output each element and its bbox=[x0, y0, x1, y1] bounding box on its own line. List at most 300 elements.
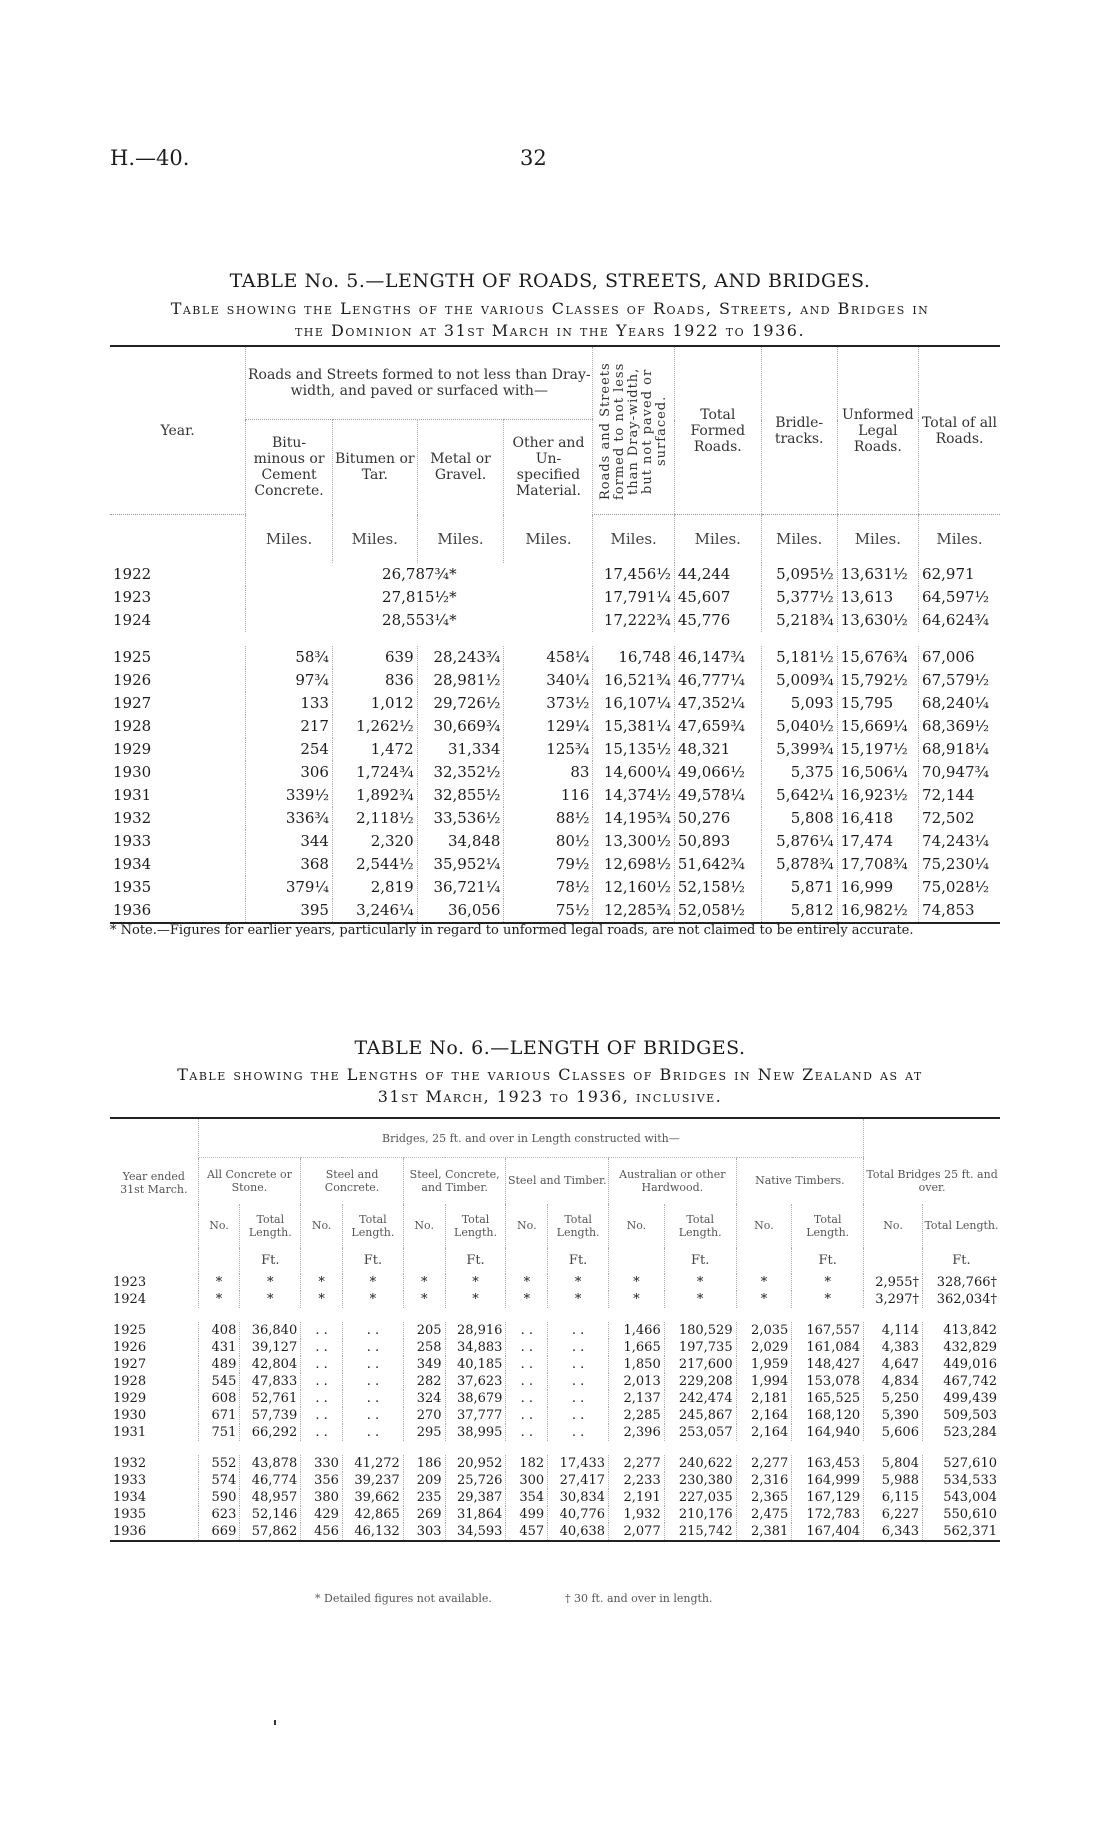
table-cell: 133 bbox=[246, 692, 333, 715]
table-cell: * bbox=[198, 1291, 240, 1308]
table-cell: * bbox=[301, 1274, 343, 1291]
table-row bbox=[110, 738, 1000, 761]
table-cell: 50,893 bbox=[674, 830, 761, 853]
table-cell: 5,377½ bbox=[761, 586, 837, 609]
table-cell: 148,427 bbox=[792, 1356, 864, 1373]
unit-label: Miles. bbox=[837, 515, 918, 563]
table-cell: Ft. bbox=[240, 1248, 301, 1274]
table-cell: 32,855½ bbox=[417, 784, 504, 807]
table-cell: 282 bbox=[403, 1373, 445, 1390]
table-row bbox=[110, 761, 1000, 784]
table-cell: 43,878 bbox=[240, 1455, 301, 1472]
table-cell: 15,676¾ bbox=[837, 646, 918, 669]
table-cell: Ft. bbox=[664, 1248, 736, 1274]
header-hardwood: Australian or other Hardwood. bbox=[609, 1158, 737, 1204]
unit-label: Miles. bbox=[246, 515, 333, 563]
header-metal-gravel: Metal or Gravel. bbox=[417, 420, 504, 515]
table-cell: 2,233 bbox=[609, 1472, 665, 1489]
table-cell: 17,433 bbox=[548, 1455, 609, 1472]
table-cell: 1932 bbox=[113, 1455, 147, 1471]
table-cell: 215,742 bbox=[664, 1523, 736, 1541]
table-cell: 165,525 bbox=[792, 1390, 864, 1407]
table-cell: 50,276 bbox=[674, 807, 761, 830]
table-cell bbox=[864, 1441, 923, 1455]
table-cell bbox=[301, 1308, 343, 1322]
table-cell: 1,665 bbox=[609, 1339, 665, 1356]
table-cell: 28,916 bbox=[445, 1322, 506, 1339]
table-cell: . . bbox=[548, 1424, 609, 1441]
table-cell: 42,804 bbox=[240, 1356, 301, 1373]
table-cell: 1931 bbox=[113, 786, 152, 804]
table-row bbox=[110, 899, 1000, 923]
header-unformed: Unformed Legal Roads. bbox=[837, 346, 918, 515]
table-cell: 20,952 bbox=[445, 1455, 506, 1472]
table-row bbox=[110, 715, 1000, 738]
table-row bbox=[110, 692, 1000, 715]
header-number: No. bbox=[506, 1204, 548, 1248]
table-cell: Ft. bbox=[922, 1248, 1000, 1274]
table-cell: 25,726 bbox=[445, 1472, 506, 1489]
table-cell: 254 bbox=[246, 738, 333, 761]
table-cell bbox=[864, 1308, 923, 1322]
table5-footnote: * Note.—Figures for earlier years, particularly in regard to unformed legal roads, are not claimed to be entirely accurate. bbox=[110, 923, 914, 938]
table-cell: * bbox=[548, 1274, 609, 1291]
table-cell: 5,812 bbox=[761, 899, 837, 923]
document-reference: H.—40. bbox=[110, 146, 190, 170]
table-cell: 17,791¼ bbox=[593, 586, 674, 609]
table6-title: TABLE No. 6.—LENGTH OF BRIDGES. bbox=[354, 1037, 746, 1059]
table-row bbox=[110, 807, 1000, 830]
table-cell: 74,243¼ bbox=[919, 830, 1000, 853]
table-cell: 2,320 bbox=[332, 830, 417, 853]
table6-subtitle-line2: 31st March, 1923 to 1936, inclusive. bbox=[377, 1087, 723, 1106]
table-cell: 1931 bbox=[113, 1424, 147, 1440]
table-cell bbox=[736, 1441, 792, 1455]
table-cell: 2,475 bbox=[736, 1506, 792, 1523]
table-cell: . . bbox=[506, 1356, 548, 1373]
table-cell: 57,862 bbox=[240, 1523, 301, 1541]
table-cell bbox=[506, 1308, 548, 1322]
header-bridle-tracks: Bridle-tracks. bbox=[761, 346, 837, 515]
table-cell: 499,439 bbox=[922, 1390, 1000, 1407]
table-cell: 240,622 bbox=[664, 1455, 736, 1472]
table-cell: 1,892¾ bbox=[332, 784, 417, 807]
table-cell: 1936 bbox=[110, 899, 246, 923]
table-cell: 2,013 bbox=[609, 1373, 665, 1390]
header-total-length: Total Length. bbox=[445, 1204, 506, 1248]
table-cell: 242,474 bbox=[664, 1390, 736, 1407]
table-cell: 28,243¾ bbox=[417, 646, 504, 669]
table-cell: 1925 bbox=[113, 1322, 147, 1338]
table-cell: 15,197½ bbox=[837, 738, 918, 761]
table-cell: 15,795 bbox=[837, 692, 918, 715]
table5-subtitle bbox=[110, 298, 990, 342]
table-cell: 1923 bbox=[113, 1274, 147, 1290]
table-cell: 38,995 bbox=[445, 1424, 506, 1441]
header-number: No. bbox=[609, 1204, 665, 1248]
table-cell: 1933 bbox=[113, 1472, 147, 1488]
table-cell: 527,610 bbox=[922, 1455, 1000, 1472]
header-total-length: Total Length. bbox=[792, 1204, 864, 1248]
table-cell: 5,009¾ bbox=[761, 669, 837, 692]
table-cell: 14,195¾ bbox=[593, 807, 674, 830]
table-cell: 17,474 bbox=[837, 830, 918, 853]
table-cell: 39,662 bbox=[342, 1489, 403, 1506]
table5-subtitle-line1: Table showing the Lengths of the various Classes of Roads, Streets, and Bridges in bbox=[170, 299, 930, 318]
table-cell: 46,774 bbox=[240, 1472, 301, 1489]
header-number: No. bbox=[198, 1204, 240, 1248]
footnote-star: * Detailed figures not available. bbox=[315, 1592, 492, 1605]
table-cell: 75,230¼ bbox=[919, 853, 1000, 876]
table-cell: * bbox=[792, 1291, 864, 1308]
footnote-dagger: † 30 ft. and over in length. bbox=[565, 1592, 713, 1605]
table-cell bbox=[403, 1248, 445, 1274]
table-cell: 6,343 bbox=[864, 1523, 923, 1541]
table-cell bbox=[342, 1441, 403, 1455]
table-cell: 83 bbox=[504, 761, 593, 784]
table-cell: 42,865 bbox=[342, 1506, 403, 1523]
table-cell: 197,735 bbox=[664, 1339, 736, 1356]
table-cell: 751 bbox=[198, 1424, 240, 1441]
table-cell: 12,160½ bbox=[593, 876, 674, 899]
table-cell bbox=[110, 1248, 198, 1274]
table-row bbox=[110, 1339, 1000, 1356]
table-cell: 13,300½ bbox=[593, 830, 674, 853]
table-cell: 70,947¾ bbox=[919, 761, 1000, 784]
table-cell: 12,285¾ bbox=[593, 899, 674, 923]
table-cell: 1936 bbox=[110, 1523, 198, 1541]
table-cell: 2,277 bbox=[736, 1455, 792, 1472]
table-cell: 5,876¼ bbox=[761, 830, 837, 853]
table-cell: 47,352¼ bbox=[674, 692, 761, 715]
table-cell: 380 bbox=[301, 1489, 343, 1506]
table-cell: 27,417 bbox=[548, 1472, 609, 1489]
table-row bbox=[110, 586, 1000, 609]
table-cell: . . bbox=[342, 1322, 403, 1339]
table-cell: 5,871 bbox=[761, 876, 837, 899]
table-cell: 15,792½ bbox=[837, 669, 918, 692]
table-cell: 1927 bbox=[113, 1356, 147, 1372]
table-cell: 456 bbox=[301, 1523, 343, 1541]
table-cell: 41,272 bbox=[342, 1455, 403, 1472]
table-row bbox=[110, 1489, 1000, 1506]
table-cell: 340¼ bbox=[504, 669, 593, 692]
table-cell: 97¾ bbox=[246, 669, 333, 692]
table-cell: 72,144 bbox=[919, 784, 1000, 807]
table-cell: 16,107¼ bbox=[593, 692, 674, 715]
table-cell: 1925 bbox=[113, 648, 152, 666]
table-cell: 17,456½ bbox=[593, 563, 674, 586]
table-cell: 2,118½ bbox=[332, 807, 417, 830]
table-cell: * bbox=[792, 1274, 864, 1291]
table-cell: 172,783 bbox=[792, 1506, 864, 1523]
table-cell bbox=[198, 1308, 240, 1322]
table-cell: 37,777 bbox=[445, 1407, 506, 1424]
table-cell: 17,708¾ bbox=[837, 853, 918, 876]
table-cell: 36,056 bbox=[417, 899, 504, 923]
table-cell: 167,557 bbox=[792, 1322, 864, 1339]
table-cell: 16,506¼ bbox=[837, 761, 918, 784]
table-cell bbox=[609, 1308, 665, 1322]
table-cell: 29,726½ bbox=[417, 692, 504, 715]
table-cell: 180,529 bbox=[664, 1322, 736, 1339]
header-native-timbers: Native Timbers. bbox=[736, 1158, 864, 1204]
table-cell: 67,006 bbox=[919, 646, 1000, 669]
table-cell: * bbox=[664, 1274, 736, 1291]
table-cell: 168,120 bbox=[792, 1407, 864, 1424]
table-cell: 2,029 bbox=[736, 1339, 792, 1356]
table-cell: 2,277 bbox=[609, 1455, 665, 1472]
table-cell: 5,606 bbox=[864, 1424, 923, 1441]
table-cell: 182 bbox=[506, 1455, 548, 1472]
table-cell: 639 bbox=[332, 646, 417, 669]
table-cell bbox=[403, 1308, 445, 1322]
table-cell: 328,766† bbox=[922, 1274, 1000, 1291]
table-cell: 4,114 bbox=[864, 1322, 923, 1339]
table-cell: 31,864 bbox=[445, 1506, 506, 1523]
table-cell bbox=[403, 1441, 445, 1455]
header-total-length: Total Length. bbox=[342, 1204, 403, 1248]
header-total-all: Total of all Roads. bbox=[919, 346, 1000, 515]
table-cell: 46,777¼ bbox=[674, 669, 761, 692]
table-cell: * bbox=[198, 1274, 240, 1291]
table-cell: . . bbox=[301, 1339, 343, 1356]
table-row bbox=[110, 830, 1000, 853]
table-cell: 34,593 bbox=[445, 1523, 506, 1541]
table-cell: 1,262½ bbox=[332, 715, 417, 738]
table-cell: 66,292 bbox=[240, 1424, 301, 1441]
table-cell: 2,164 bbox=[736, 1424, 792, 1441]
table-cell bbox=[593, 632, 674, 646]
header-total-bridges: Total Bridges 25 ft. and over. bbox=[864, 1158, 1000, 1204]
header-number: No. bbox=[864, 1204, 923, 1248]
table-cell: 49,066½ bbox=[674, 761, 761, 784]
table-cell: 245,867 bbox=[664, 1407, 736, 1424]
table-cell: 5,804 bbox=[864, 1455, 923, 1472]
table-cell: 336¾ bbox=[246, 807, 333, 830]
header-year-ended: Year ended 31st March. bbox=[120, 1170, 188, 1197]
header-total-formed: Total Formed Roads. bbox=[674, 346, 761, 515]
table-cell: 413,842 bbox=[922, 1322, 1000, 1339]
table-cell: 395 bbox=[246, 899, 333, 923]
table-cell: . . bbox=[506, 1424, 548, 1441]
table-cell: 40,638 bbox=[548, 1523, 609, 1541]
table-cell bbox=[792, 1441, 864, 1455]
table-cell: . . bbox=[301, 1356, 343, 1373]
table-cell bbox=[761, 632, 837, 646]
table-cell: 295 bbox=[403, 1424, 445, 1441]
table-cell: 38,679 bbox=[445, 1390, 506, 1407]
table-cell: . . bbox=[548, 1373, 609, 1390]
table-cell: . . bbox=[301, 1407, 343, 1424]
table-cell: * bbox=[664, 1291, 736, 1308]
table-cell: . . bbox=[506, 1390, 548, 1407]
table-cell: 36,840 bbox=[240, 1322, 301, 1339]
table-cell: 40,776 bbox=[548, 1506, 609, 1523]
table-cell: 64,624¾ bbox=[919, 609, 1000, 632]
table-cell: 3,246¼ bbox=[332, 899, 417, 923]
table-cell: 1934 bbox=[113, 1489, 147, 1505]
header-steel-timber: Steel and Timber. bbox=[506, 1158, 609, 1204]
table-cell: 129¼ bbox=[504, 715, 593, 738]
table-cell: . . bbox=[548, 1339, 609, 1356]
table-cell: 30,834 bbox=[548, 1489, 609, 1506]
table-cell: 6,227 bbox=[864, 1506, 923, 1523]
table-cell: 44,244 bbox=[674, 563, 761, 586]
table-cell: 467,742 bbox=[922, 1373, 1000, 1390]
units-row bbox=[110, 1248, 1000, 1274]
table-cell: 15,669¼ bbox=[837, 715, 918, 738]
table-cell: 16,923½ bbox=[837, 784, 918, 807]
header-number: No. bbox=[301, 1204, 343, 1248]
table-cell bbox=[736, 1308, 792, 1322]
table-cell bbox=[674, 632, 761, 646]
table-cell bbox=[417, 632, 504, 646]
table-cell: . . bbox=[301, 1373, 343, 1390]
table-cell: 2,365 bbox=[736, 1489, 792, 1506]
table-row bbox=[110, 1356, 1000, 1373]
table-row bbox=[110, 1390, 1000, 1407]
row-gap bbox=[110, 632, 1000, 646]
table-cell: 1,466 bbox=[609, 1322, 665, 1339]
table-cell: * bbox=[445, 1274, 506, 1291]
table-row bbox=[110, 876, 1000, 899]
table-cell: Ft. bbox=[548, 1248, 609, 1274]
table-cell: 45,776 bbox=[674, 609, 761, 632]
table-cell: 4,834 bbox=[864, 1373, 923, 1390]
table-cell: 28,553¼* bbox=[246, 609, 593, 632]
table-cell: 5,095½ bbox=[761, 563, 837, 586]
table-cell: 523,284 bbox=[922, 1424, 1000, 1441]
table-cell: 72,502 bbox=[919, 807, 1000, 830]
table-cell: 6,115 bbox=[864, 1489, 923, 1506]
table-cell: * bbox=[403, 1274, 445, 1291]
row-gap bbox=[110, 1308, 1000, 1322]
table-cell: 40,185 bbox=[445, 1356, 506, 1373]
table-cell: 5,250 bbox=[864, 1390, 923, 1407]
table-row bbox=[110, 1424, 1000, 1441]
table-cell: 5,218¾ bbox=[761, 609, 837, 632]
table-cell: 1930 bbox=[113, 1407, 147, 1423]
table-cell: 57,739 bbox=[240, 1407, 301, 1424]
table-cell: 78½ bbox=[504, 876, 593, 899]
table-cell: 5,988 bbox=[864, 1472, 923, 1489]
header-not-paved: Roads and Streets formed to not less than Dray-width, but not paved or surfaced. bbox=[593, 346, 674, 515]
table-cell: . . bbox=[548, 1322, 609, 1339]
table-cell: 210,176 bbox=[664, 1506, 736, 1523]
table-row bbox=[110, 1506, 1000, 1523]
table-cell: 1933 bbox=[113, 832, 152, 850]
table-cell: 52,158½ bbox=[674, 876, 761, 899]
table-cell: 88½ bbox=[504, 807, 593, 830]
table-cell: 48,957 bbox=[240, 1489, 301, 1506]
table-cell: 1,012 bbox=[332, 692, 417, 715]
table-cell bbox=[301, 1441, 343, 1455]
table-cell: 186 bbox=[403, 1455, 445, 1472]
table-cell: 1928 bbox=[113, 717, 152, 735]
table-cell: 2,381 bbox=[736, 1523, 792, 1541]
table-cell: 1,932 bbox=[609, 1506, 665, 1523]
page-number: 32 bbox=[520, 146, 547, 170]
table-cell: . . bbox=[301, 1322, 343, 1339]
table-cell: 163,453 bbox=[792, 1455, 864, 1472]
table-cell: 209 bbox=[403, 1472, 445, 1489]
table-cell: 14,600¼ bbox=[593, 761, 674, 784]
table-cell: . . bbox=[548, 1407, 609, 1424]
table-cell bbox=[246, 632, 333, 646]
table-cell: 1,724¾ bbox=[332, 761, 417, 784]
table-cell: * bbox=[736, 1274, 792, 1291]
table-cell bbox=[110, 1308, 198, 1322]
table-cell: 339½ bbox=[246, 784, 333, 807]
table-cell: * bbox=[403, 1291, 445, 1308]
table-cell bbox=[609, 1248, 665, 1274]
table-cell: 671 bbox=[198, 1407, 240, 1424]
table-cell: 75½ bbox=[504, 899, 593, 923]
unit-label: Miles. bbox=[332, 515, 417, 563]
table-cell: 303 bbox=[403, 1523, 445, 1541]
table-cell: 235 bbox=[403, 1489, 445, 1506]
header-bituminous: Bitu-minous or Cement Concrete. bbox=[246, 420, 333, 515]
table6-subtitle-line1: Table showing the Lengths of the various Classes of Bridges in New Zealand as at bbox=[177, 1065, 923, 1084]
table-cell: 27,815½* bbox=[246, 586, 593, 609]
table-cell: * bbox=[240, 1274, 301, 1291]
bridges-table bbox=[110, 1117, 1000, 1542]
table-cell: 836 bbox=[332, 669, 417, 692]
table-cell: * bbox=[342, 1274, 403, 1291]
table-cell bbox=[342, 1308, 403, 1322]
table-cell bbox=[110, 632, 246, 646]
table-cell bbox=[198, 1248, 240, 1274]
table-cell: 15,135½ bbox=[593, 738, 674, 761]
table-row bbox=[110, 563, 1000, 586]
table-cell: 354 bbox=[506, 1489, 548, 1506]
table-cell bbox=[445, 1441, 506, 1455]
table-cell: 33,536½ bbox=[417, 807, 504, 830]
table-row bbox=[110, 1523, 1000, 1541]
table-cell bbox=[110, 1441, 198, 1455]
table-cell: 47,659¾ bbox=[674, 715, 761, 738]
table-cell: 1,994 bbox=[736, 1373, 792, 1390]
table-cell: 300 bbox=[506, 1472, 548, 1489]
table-cell: 68,369½ bbox=[919, 715, 1000, 738]
table-cell: 449,016 bbox=[922, 1356, 1000, 1373]
table-cell: 2,396 bbox=[609, 1424, 665, 1441]
table-cell: 349 bbox=[403, 1356, 445, 1373]
table-cell: . . bbox=[342, 1424, 403, 1441]
table-cell: 1,472 bbox=[332, 738, 417, 761]
table-cell: 12,698½ bbox=[593, 853, 674, 876]
table-cell bbox=[301, 1248, 343, 1274]
table-cell: 5,642¼ bbox=[761, 784, 837, 807]
table-cell: 4,383 bbox=[864, 1339, 923, 1356]
table-cell: 5,093 bbox=[761, 692, 837, 715]
table-cell: 58¾ bbox=[246, 646, 333, 669]
table-cell: 2,077 bbox=[609, 1523, 665, 1541]
table-cell bbox=[240, 1441, 301, 1455]
table-cell: 1926 bbox=[113, 1339, 147, 1355]
header-total-length: Total Length. bbox=[922, 1204, 1000, 1248]
table-cell bbox=[792, 1308, 864, 1322]
table-cell: . . bbox=[506, 1339, 548, 1356]
table-cell bbox=[240, 1308, 301, 1322]
table-cell: 29,387 bbox=[445, 1489, 506, 1506]
table-row bbox=[110, 1291, 1000, 1308]
table-cell: 51,642¾ bbox=[674, 853, 761, 876]
table-cell bbox=[506, 1441, 548, 1455]
table-cell: 46,132 bbox=[342, 1523, 403, 1541]
unit-label: Miles. bbox=[761, 515, 837, 563]
